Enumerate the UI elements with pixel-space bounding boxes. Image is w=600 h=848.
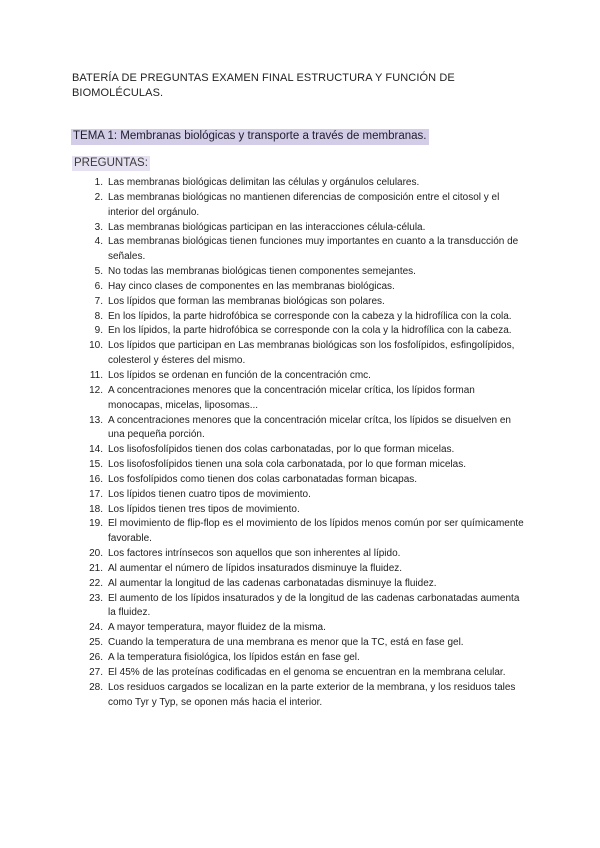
question-list — [0, 176, 600, 710]
question-text: A la temperatura fisiológica, los lípidos están en fase gel. — [108, 652, 360, 663]
question-text: Los lípidos tienen cuatro tipos de movimiento. — [108, 488, 311, 500]
question-number: 28. — [89, 681, 103, 693]
question-item — [0, 443, 524, 458]
question-number: 9. — [94, 325, 103, 337]
question-text: El movimiento de flip-flop es el movimiento de los lípidos menos común por ser químicamente favorable. — [108, 518, 524, 545]
question-number: 7. — [94, 295, 103, 307]
question-item — [0, 384, 524, 414]
question-item — [0, 295, 524, 310]
question-text: Los lípidos que participan en Las membranas biológicas son los fosfolípidos, esfingolípidos, colesterol y ésteres del mismo. — [108, 340, 515, 367]
question-text: Los lípidos que forman las membranas biológicas son polares. — [108, 295, 385, 307]
question-text: Los lípidos tienen tres tipos de movimiento. — [108, 503, 300, 515]
topic-heading: TEMA 1: Membranas biológicas y transporte a través de membranas. — [71, 129, 429, 145]
question-item — [0, 369, 524, 384]
question-item — [0, 339, 524, 369]
question-item — [0, 562, 524, 577]
question-text: Hay cinco clases de componentes en las membranas biológicas. — [108, 280, 395, 292]
question-item — [0, 503, 524, 518]
question-text: El 45% de las proteínas codificadas en el genoma se encuentran en la membrana celular. — [108, 666, 506, 678]
question-text: Los lípidos se ordenan en función de la concentración cmc. — [108, 369, 371, 381]
question-number: 15. — [89, 459, 103, 471]
question-text: A concentraciones menores que la concentración micelar crítica, los lípidos forman monocapas, micelas, liposomas... — [108, 384, 475, 411]
question-text: No todas las membranas biológicas tienen componentes semejantes. — [108, 266, 416, 278]
question-number: 2. — [94, 191, 103, 203]
question-number: 25. — [89, 637, 103, 649]
question-text: Al aumentar el número de lípidos insaturados disminuye la fluidez. — [108, 562, 403, 574]
question-number: 5. — [94, 266, 103, 278]
question-text: Al aumentar la longitud de las cadenas carbonatadas disminuye la fluidez. — [108, 577, 437, 589]
question-text: En los lípidos, la parte hidrofóbica se corresponde con la cabeza y la hidrofílica con la cola. — [108, 310, 512, 322]
question-text: El aumento de los lípidos insaturados y de la longitud de las cadenas carbonatadas aumenta la fluidez. — [108, 592, 520, 619]
question-text: Los factores intrínsecos son aquellos que son inherentes al lípido. — [108, 548, 401, 560]
question-number: 26. — [89, 652, 103, 663]
question-text: Cuando la temperatura de una membrana es menor que la TC, está en fase gel. — [108, 637, 464, 649]
question-number: 16. — [89, 473, 103, 485]
question-number: 19. — [89, 518, 103, 530]
question-number: 10. — [89, 340, 103, 352]
question-item — [0, 547, 524, 562]
question-number: 27. — [89, 666, 103, 678]
question-text: En los lípidos, la parte hidrofóbica se corresponde con la cola y la hidrofílica con la cabeza. — [108, 325, 512, 337]
question-number: 3. — [94, 221, 103, 233]
question-item — [0, 473, 524, 488]
question-item — [0, 310, 524, 325]
question-item — [0, 681, 524, 711]
question-number: 23. — [89, 592, 103, 604]
question-item — [0, 235, 524, 265]
question-item — [0, 577, 524, 592]
question-text: Las membranas biológicas tienen funciones muy importantes en cuanto a la transducción de señales. — [108, 236, 519, 263]
question-item — [0, 191, 524, 221]
question-item — [0, 592, 524, 622]
question-text: Las membranas biológicas delimitan las células y orgánulos celulares. — [108, 177, 420, 188]
question-item — [0, 458, 524, 473]
question-item — [0, 666, 524, 681]
question-number: 4. — [94, 236, 103, 248]
document-title: BATERÍA DE PREGUNTAS EXAMEN FINAL ESTRUCTURA Y FUNCIÓN DE BIOMOLÉCULAS. — [72, 72, 455, 99]
question-number: 6. — [94, 280, 103, 292]
question-item — [0, 414, 524, 444]
question-item — [0, 280, 524, 295]
question-item — [0, 265, 524, 280]
question-item — [0, 651, 524, 666]
question-item — [0, 324, 524, 339]
question-text: Los lisofosfolípidos tienen dos colas carbonatadas, por lo que forman micelas. — [108, 444, 455, 456]
question-text: Las membranas biológicas no mantienen diferencias de composición entre el citosol y el interior del orgánulo. — [108, 191, 500, 218]
question-item — [0, 176, 524, 191]
question-number: 22. — [89, 577, 103, 589]
question-number: 21. — [89, 562, 103, 574]
question-number: 20. — [89, 548, 103, 560]
question-item — [0, 621, 524, 636]
question-item — [0, 517, 524, 547]
question-text: A concentraciones menores que la concentración micelar crítca, los lípidos se disuelven en una pequeña porción. — [108, 414, 511, 441]
question-number: 24. — [89, 622, 103, 634]
question-text: A mayor temperatura, mayor fluidez de la misma. — [108, 622, 326, 634]
question-item — [0, 636, 524, 651]
question-text: Los lisofosfolípidos tienen una sola cola carbonatada, por lo que forman micelas. — [108, 459, 466, 471]
question-item — [0, 488, 524, 503]
question-number: 18. — [89, 503, 103, 515]
question-number: 14. — [89, 444, 103, 456]
question-number: 17. — [89, 488, 103, 500]
question-text: Las membranas biológicas participan en las interacciones célula-célula. — [108, 221, 426, 233]
question-number: 13. — [89, 414, 103, 426]
question-text: Los fosfolípidos como tienen dos colas carbonatadas forman bicapas. — [108, 473, 418, 485]
question-text: Los residuos cargados se localizan en la parte exterior de la membrana, y los residuos tales como Tyr y Typ, se oponen más hacia el interior. — [108, 681, 516, 708]
question-number: 12. — [89, 384, 103, 396]
question-number: 8. — [94, 310, 103, 322]
questions-label: PREGUNTAS: — [74, 157, 148, 169]
question-number: 11. — [89, 369, 103, 381]
question-item — [0, 221, 524, 236]
question-number: 1. — [94, 177, 103, 188]
